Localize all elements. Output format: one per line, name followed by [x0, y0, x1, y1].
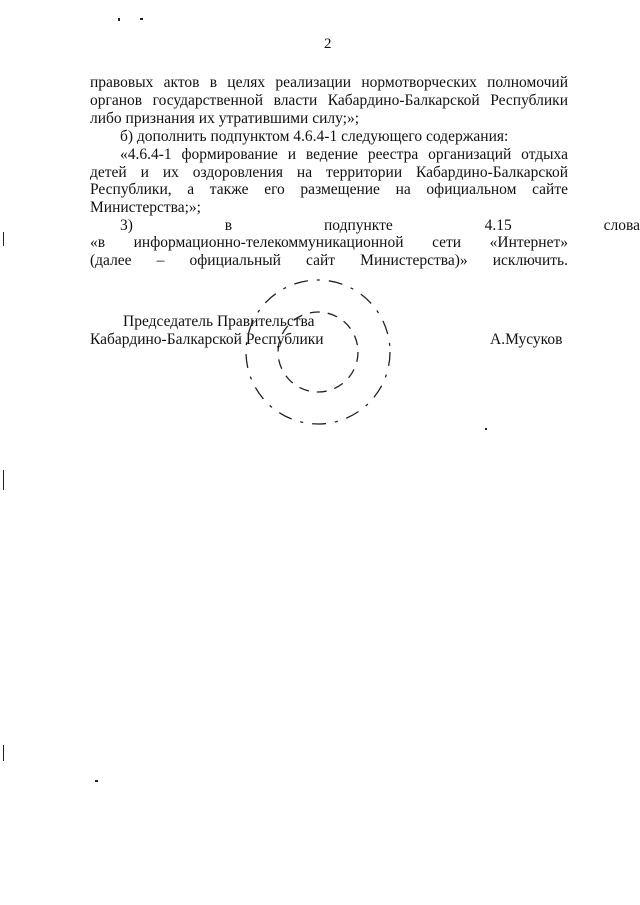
scan-edge-mark: [3, 232, 4, 246]
body-line: «в информационно-телекоммуникационной сети «Интернет»: [90, 234, 568, 251]
body-line: б) дополнить подпунктом 4.6.4-1 следующего содержания:: [120, 128, 509, 145]
scan-edge-mark: [3, 745, 4, 761]
signatory-name: А.Мусуков: [490, 331, 563, 348]
body-line: либо признания их утратившими силу;»;: [90, 110, 360, 127]
body-line: «4.6.4-1 формирование и ведение реестра организаций отдыха: [120, 146, 568, 163]
page-number: 2: [324, 36, 332, 52]
body-line: Республики, а также его размещение на официальном сайте: [90, 181, 568, 198]
scan-speck: [140, 18, 143, 20]
scan-speck: [95, 780, 98, 782]
body-line: детей и их оздоровления на территории Кабардино-Балкарской: [90, 164, 568, 181]
scan-speck: [485, 428, 487, 430]
body-line: органов государственной власти Кабардино-Балкарской Республики: [90, 92, 568, 109]
body-line: (далее – официальный сайт Министерства)» исключить.: [90, 252, 568, 269]
scan-edge-mark: [3, 470, 4, 490]
signatory-position-line2: Кабардино-Балкарской Республики: [90, 331, 324, 348]
scan-speck: [118, 18, 120, 21]
body-line: 3) в подпункте 4.15 слова: [120, 217, 640, 234]
body-line: Министерства;»;: [90, 199, 201, 216]
signatory-position-line1: Председатель Правительства: [123, 313, 315, 330]
body-line: правовых актов в целях реализации нормотворческих полномочий: [90, 74, 568, 91]
